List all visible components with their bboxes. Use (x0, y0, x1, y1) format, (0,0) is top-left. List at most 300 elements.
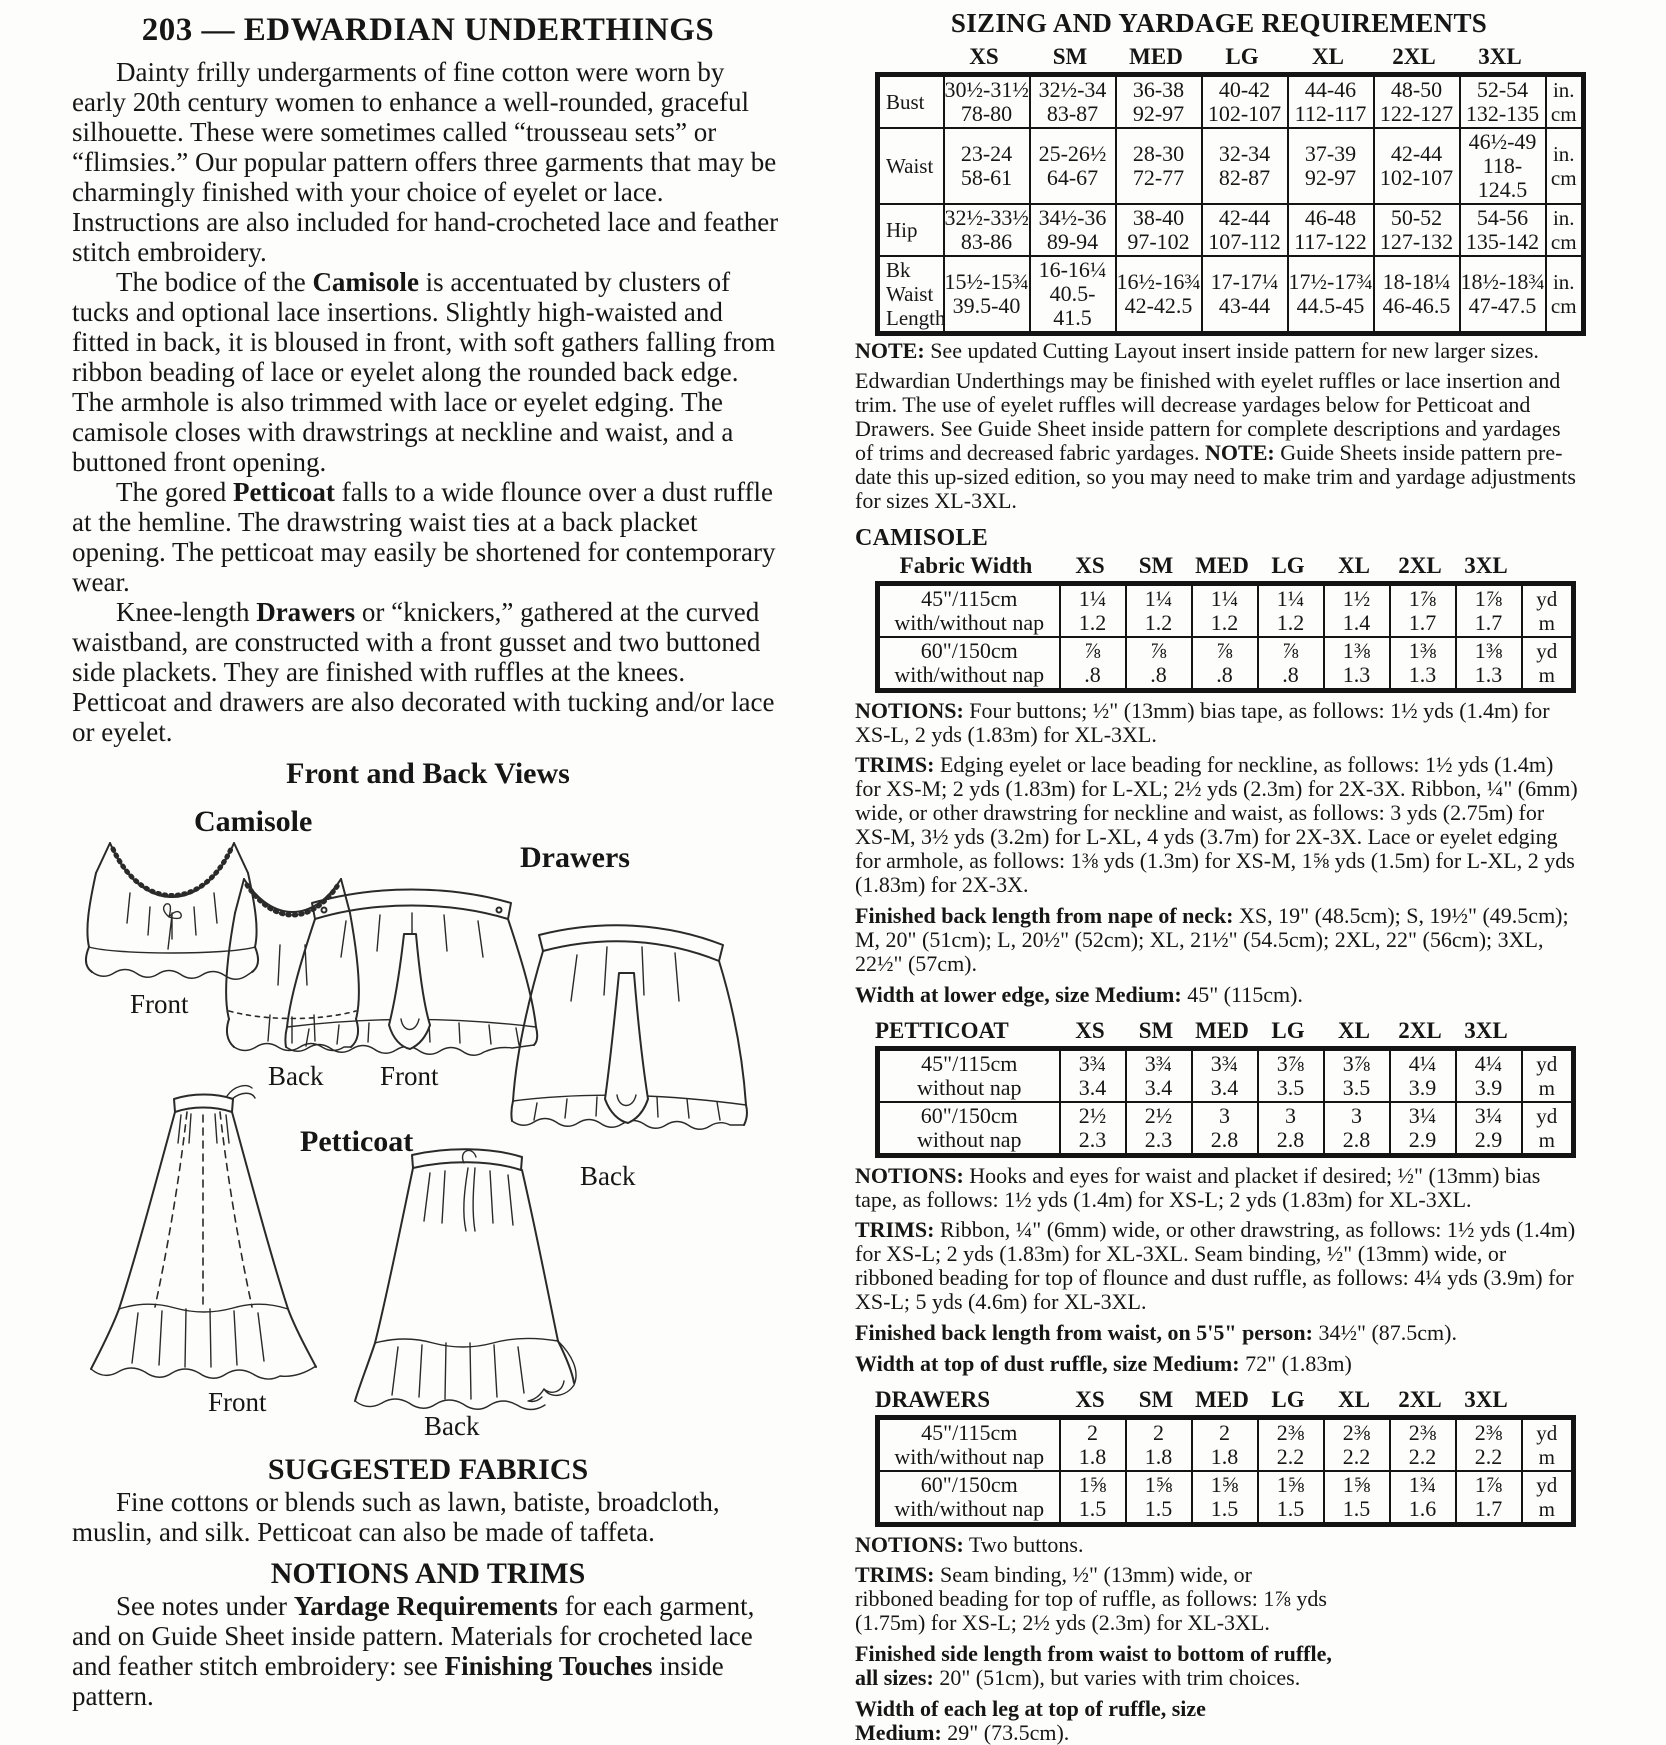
div-element: without nap (917, 1127, 1022, 1152)
svg-element (284, 879, 539, 1057)
div-element: cm (1550, 102, 1577, 126)
size-column-header: SM (1138, 1387, 1174, 1412)
div-element: 2⅜ (1474, 1420, 1503, 1445)
div-element: 4¼ (1408, 1051, 1437, 1076)
b-element: Yardage Requirements (293, 1591, 558, 1621)
path-element (155, 1112, 252, 1307)
div-element: 2 (1153, 1420, 1164, 1445)
tbody-element (875, 552, 1571, 581)
tbody-element (878, 1418, 1574, 1525)
div-element: 2½ (1144, 1103, 1173, 1128)
value-cell (1456, 1102, 1522, 1156)
value-cell (1060, 584, 1126, 638)
div-element: .8 (1084, 662, 1101, 687)
div-element: 78-80 (960, 101, 1013, 126)
value-cell (1288, 75, 1374, 129)
camisole-heading: CAMISOLE (855, 525, 989, 551)
table-element (875, 1017, 1571, 1046)
div-element: 48-50 (1390, 77, 1443, 102)
sizing-title: SIZING AND YARDAGE REQUIREMENTS (950, 8, 1488, 38)
div-element: 40-42 (1218, 77, 1271, 102)
drawers-finished-length: Finished side length from waist to bottom of ruffle, all sizes: 20" (51cm), but varies with trim choices. (855, 1641, 1332, 1690)
value-cell (1060, 1049, 1126, 1103)
table-row (878, 75, 1584, 129)
div-element: 1⅞ (1474, 1472, 1503, 1497)
div-element: 1.5 (1144, 1496, 1173, 1521)
value-cell (1460, 128, 1546, 204)
unit-cell (1522, 1471, 1574, 1525)
div-element: cm (1550, 294, 1577, 318)
value-cell (1030, 75, 1116, 129)
svg-element (507, 915, 752, 1153)
row-label (878, 256, 944, 334)
div-element: 1.2 (1276, 610, 1305, 635)
unit-cell (1546, 256, 1584, 334)
value-cell (1126, 584, 1192, 638)
drawers-front-caption: Front (380, 1061, 439, 1091)
div-element: 3⅞ (1342, 1051, 1371, 1076)
div-element: 92-97 (1304, 165, 1357, 190)
value-cell (1288, 256, 1374, 334)
value-cell (1324, 1471, 1390, 1525)
drawers-description: Knee-length Drawers or “knickers,” gathered at the curved waistband, are constructed with a front gusset and two buttoned side plackets. They are finished with ruffles at the knees. Petticoat and drawers are also decorated with tucking and/or lace or eyelet. (72, 597, 775, 747)
div-element: 3 (1219, 1103, 1230, 1128)
div-element: 32-34 (1218, 141, 1271, 166)
div-element: 45"/115cm (921, 1420, 1018, 1445)
div-element: yd (1536, 639, 1558, 663)
div-element: 3.9 (1474, 1075, 1503, 1100)
div-element: 1.8 (1210, 1444, 1239, 1469)
size-column-header: 2XL (1398, 1018, 1442, 1043)
petticoat-width-line: Width at top of dust ruffle, size Medium: 72" (1.83m) (855, 1351, 1352, 1376)
div-element: yd (1536, 587, 1558, 611)
div-element: 3 (1285, 1103, 1296, 1128)
tbody-element (878, 584, 1574, 691)
div-element: 32½-33½ (944, 205, 1029, 230)
path-element (132, 1309, 264, 1367)
value-cell (1202, 128, 1288, 204)
notions-trims-paragraph: See notes under Yardage Requirements for each garment, and on Guide Sheet inside pattern. Materials for crocheted lace and feather stitch embroidery: see Finishing Touches inside pattern. (72, 1591, 755, 1711)
b-element: Width of each leg at top of ruffle, size (855, 1696, 1206, 1721)
div-element: 3 (1351, 1103, 1362, 1128)
petticoat-description: The gored Petticoat falls to a wide flounce over a dust ruffle at the hemline. The drawstring waist ties at a back placket opening. The petticoat may easily be shortened for contemporary wear. (72, 477, 776, 597)
table-element (875, 43, 1581, 72)
div-element: in. (1552, 206, 1575, 230)
value-cell (1374, 75, 1460, 129)
div-element: 4¼ (1474, 1051, 1503, 1076)
tbody-element (878, 75, 1584, 334)
petticoat-front-caption: Front (208, 1387, 267, 1417)
b-element: Width at lower edge, size Medium: (855, 982, 1182, 1007)
div-element: 42-44 (1218, 205, 1271, 230)
value-cell (1258, 584, 1324, 638)
value-cell (1060, 1418, 1126, 1472)
value-cell (1192, 1471, 1258, 1525)
value-cell (1060, 1471, 1126, 1525)
value-cell (1126, 1049, 1192, 1103)
div-element: 2.8 (1276, 1127, 1305, 1152)
value-cell (1258, 1418, 1324, 1472)
value-cell (944, 128, 1030, 204)
value-cell (1192, 637, 1258, 691)
sizing-note: NOTE: See updated Cutting Layout insert inside pattern for new larger sizes. (855, 338, 1539, 363)
div-element: 2.8 (1210, 1127, 1239, 1152)
div-element: 1.8 (1144, 1444, 1173, 1469)
div-element: 97-102 (1127, 229, 1190, 254)
div-element: 2.9 (1408, 1127, 1437, 1152)
b-element: NOTE: (1205, 440, 1275, 465)
div-element: 2.3 (1144, 1127, 1173, 1152)
table-row (878, 637, 1574, 691)
size-column-header: 3XL (1464, 553, 1508, 578)
size-column-header: XS (1075, 553, 1105, 578)
div-element: 1¾ (1408, 1472, 1437, 1497)
div-element: 3.4 (1078, 1075, 1107, 1100)
div-element: 1.4 (1342, 610, 1371, 635)
div-element: 3¼ (1474, 1103, 1503, 1128)
div-element: 2.2 (1474, 1444, 1503, 1469)
div-element: 45"/115cm (921, 586, 1018, 611)
unit-cell (1522, 584, 1574, 638)
div-element: ⅞ (1216, 638, 1233, 663)
table-element (875, 1415, 1576, 1527)
row-label (878, 1471, 1060, 1525)
value-cell (1390, 637, 1456, 691)
value-cell (1116, 128, 1202, 204)
div-element: 2 (1087, 1420, 1098, 1445)
b-element: NOTIONS: (855, 698, 964, 723)
drawers-label: Drawers (520, 841, 630, 874)
path-element (544, 1341, 576, 1395)
table-header-label: PETTICOAT (875, 1018, 1009, 1043)
b-element: Finished side length from waist to bottom of ruffle, all sizes: (855, 1641, 1332, 1690)
value-cell (1456, 637, 1522, 691)
div-element: 1.5 (1342, 1496, 1371, 1521)
b-element: Finished back length from nape of neck: (855, 903, 1234, 928)
div-element: 46-48 (1304, 205, 1357, 230)
div-element: 1.5 (1078, 1496, 1107, 1521)
div-element: 25-26½ (1038, 141, 1107, 166)
value-cell (1258, 637, 1324, 691)
path-element (389, 934, 430, 1049)
div-element: 1⅝ (1210, 1472, 1239, 1497)
div-element: 34½-36 (1038, 205, 1107, 230)
div-element: 16½-16¾ (1116, 269, 1201, 294)
div-element: Bk Waist (886, 258, 934, 306)
circle-element (322, 908, 327, 913)
path-element (355, 1399, 545, 1410)
path-element (424, 1171, 513, 1225)
div-element: 2.9 (1474, 1127, 1503, 1152)
div-element: yd (1536, 1104, 1558, 1128)
div-element: 45"/115cm (921, 1051, 1018, 1076)
div-element: 117-122 (1294, 229, 1367, 254)
div-element: 1⅜ (1408, 638, 1437, 663)
div-element: m (1538, 1128, 1555, 1152)
unit-cell (1522, 637, 1574, 691)
path-element (375, 1338, 558, 1347)
div-element: with/without nap (894, 1444, 1045, 1469)
table-header-label (875, 43, 941, 72)
div-element: 83-87 (1046, 101, 1099, 126)
div-element: Length (886, 306, 946, 330)
b-element: NOTE: (855, 338, 925, 363)
value-cell (1374, 128, 1460, 204)
div-element: 1¼ (1276, 586, 1305, 611)
drawers-trims: TRIMS: Seam binding, ½" (13mm) wide, or ribboned beading for top of ruffle, as follows: 1⅞ yds (1.75m) for XS-L; 2½ yds (2.3m) for XL-3XL. (855, 1562, 1327, 1635)
div-element: 3.5 (1276, 1075, 1305, 1100)
div-element: 47-47.5 (1468, 293, 1537, 318)
path-element (174, 1095, 233, 1113)
table-header-label: Fabric Width (899, 553, 1033, 578)
value-cell (1390, 1471, 1456, 1525)
div-element: Waist (886, 154, 934, 178)
div-element: 118-124.5 (1477, 153, 1528, 202)
petticoat-back-illustration (350, 1135, 585, 1413)
div-element: 60"/150cm (920, 638, 1018, 663)
drawers-back-illustration (507, 915, 752, 1153)
div-element: 40.5-41.5 (1049, 281, 1096, 330)
table-row (878, 584, 1574, 638)
drawers-notions: NOTIONS: Two buttons. (855, 1532, 1084, 1557)
div-element: with/without nap (894, 662, 1045, 687)
div-element: m (1538, 611, 1555, 635)
div-element: m (1538, 1497, 1555, 1521)
div-element: 107-112 (1208, 229, 1281, 254)
path-element (539, 925, 723, 961)
size-column-header: XL (1338, 1018, 1370, 1043)
div-element: 1.2 (1144, 610, 1173, 635)
drawers-back-caption: Back (580, 1161, 636, 1191)
div-element: without nap (917, 1075, 1022, 1100)
div-element: yd (1536, 1052, 1558, 1076)
value-cell (1456, 1049, 1522, 1103)
b-element: Width at top of dust ruffle, size Medium: (855, 1351, 1240, 1376)
div-element: 132-135 (1465, 101, 1540, 126)
div-element: 28-30 (1132, 141, 1185, 166)
table-element (875, 552, 1571, 581)
div-element: 18½-18¾ (1460, 269, 1545, 294)
div-element: 16-16¼ (1038, 257, 1107, 282)
div-element: in. (1552, 270, 1575, 294)
div-element: 32½-34 (1038, 77, 1107, 102)
petticoat-finished-length: Finished back length from waist, on 5'5" person: 34½" (87.5cm). (855, 1320, 1457, 1345)
b-element: Finishing Touches (444, 1651, 653, 1681)
div-element: 3.9 (1408, 1075, 1437, 1100)
value-cell (1258, 1471, 1324, 1525)
div-element: 1.7 (1474, 610, 1503, 635)
value-cell (1324, 637, 1390, 691)
div-element: yd (1536, 1473, 1558, 1497)
petticoat-yardage-table (875, 1017, 1583, 1158)
value-cell (944, 204, 1030, 256)
size-column-header: MED (1129, 44, 1183, 69)
petticoat-label: Petticoat (300, 1125, 414, 1158)
div-element: 122-127 (1379, 101, 1454, 126)
div-element: 83-86 (960, 229, 1013, 254)
size-column-header: 2XL (1398, 1387, 1442, 1412)
size-column-header: 3XL (1464, 1018, 1508, 1043)
b-element: Petticoat (232, 477, 335, 507)
svg-element (350, 1135, 585, 1413)
div-element: 92-97 (1132, 101, 1185, 126)
value-cell (1030, 128, 1116, 204)
div-element: 30½-31½ (944, 77, 1029, 102)
div-element: 89-94 (1046, 229, 1099, 254)
div-element: 1⅞ (1408, 586, 1437, 611)
div-element: 2.3 (1078, 1127, 1107, 1152)
div-element: 3¾ (1144, 1051, 1173, 1076)
div-element: 1¼ (1210, 586, 1239, 611)
div-element: cm (1550, 166, 1577, 190)
value-cell (1390, 1418, 1456, 1472)
div-element: 1⅜ (1474, 638, 1503, 663)
div-element: 1.3 (1408, 662, 1437, 687)
petticoat-trims: TRIMS: Ribbon, ¼" (6mm) wide, or other drawstring, as follows: 1½ yds (1.4m) for XS-L; 2 yds (1.83m) for XL-3XL. Seam binding, ½" (13mm) wide, or ribboned beading for top of flounce and dust ruffle, as follows: 4¼ yds (3.9m) for XS-L; 5 yds (4.6m) for XL-3XL. (855, 1217, 1576, 1314)
unit-header-spacer (1543, 43, 1581, 72)
right-column (855, 8, 1583, 1745)
path-element (227, 1086, 255, 1099)
value-cell (1324, 1049, 1390, 1103)
div-element: 60"/150cm (920, 1103, 1018, 1128)
size-column-header: XL (1338, 553, 1370, 578)
div-element: cm (1550, 230, 1577, 254)
div-element: 1.5 (1276, 1496, 1305, 1521)
b-element: Drawers (256, 597, 356, 627)
table-row (878, 204, 1584, 256)
camisole-description: The bodice of the Camisole is accentuated by clusters of tucks and optional lace insertions. Slightly high-waisted and fitted in back, it is bloused in front, with soft gathers falling from ribbon beading of lace or eyelet along the rounded back edge. The armhole is also trimmed with lace or eyelet edging. The camisole closes with drawstrings at neckline and waist, and a buttoned front opening. (72, 267, 776, 477)
fabrics-paragraph: Fine cottons or blends such as lawn, batiste, broadcloth, muslin, and silk. Petticoat can also be made of taffeta. (72, 1487, 720, 1547)
row-label (878, 1102, 1060, 1156)
div-element: 2 (1219, 1420, 1230, 1445)
value-cell (944, 256, 1030, 334)
value-cell (1390, 1102, 1456, 1156)
path-element (528, 1389, 544, 1402)
path-element (412, 1149, 522, 1170)
value-cell (1116, 204, 1202, 256)
unit-cell (1522, 1102, 1574, 1156)
value-cell (1258, 1102, 1324, 1156)
b-element: Medium: (855, 1720, 942, 1745)
size-column-header: SM (1138, 553, 1174, 578)
div-element: 38-40 (1132, 205, 1185, 230)
size-column-header: MED (1195, 553, 1249, 578)
b-element: TRIMS: (855, 1562, 935, 1587)
page-title: 203 — EDWARDIAN UNDERTHINGS (141, 12, 715, 48)
value-cell (1460, 204, 1546, 256)
value-cell (1460, 75, 1546, 129)
tbody-element (878, 1049, 1574, 1156)
value-cell (1060, 637, 1126, 691)
div-element: 2.2 (1342, 1444, 1371, 1469)
size-column-header: SM (1052, 44, 1088, 69)
div-element: in. (1552, 142, 1575, 166)
div-element: Bust (886, 90, 925, 114)
path-element (119, 1304, 288, 1312)
table-header-label: DRAWERS (875, 1387, 991, 1412)
size-column-header: XL (1312, 44, 1344, 69)
value-cell (944, 75, 1030, 129)
b-element: NOTIONS: (855, 1532, 964, 1557)
size-column-header: XS (969, 44, 999, 69)
value-cell (1202, 256, 1288, 334)
value-cell (1390, 584, 1456, 638)
div-element: ⅞ (1084, 638, 1101, 663)
div-element: 1.7 (1474, 1496, 1503, 1521)
div-element: 39.5-40 (952, 293, 1021, 318)
drawers-yardage-table (875, 1386, 1583, 1527)
div-element: 2.8 (1342, 1127, 1371, 1152)
fabrics-heading: SUGGESTED FABRICS (267, 1453, 589, 1486)
size-column-header: LG (1271, 553, 1305, 578)
camisole-notions: NOTIONS: Four buttons; ½" (13mm) bias tape, as follows: 1½ yds (1.4m) for XS-L, 2 yds (1.83m) for XL-3XL. (855, 698, 1550, 747)
div-element: 3¾ (1078, 1051, 1107, 1076)
div-element: 46-46.5 (1382, 293, 1451, 318)
div-element: 1⅝ (1276, 1472, 1305, 1497)
table-row (878, 1049, 1574, 1103)
div-element: 60"/150cm (920, 1472, 1018, 1497)
b-element: NOTIONS: (855, 1163, 964, 1188)
div-element: 3¾ (1210, 1051, 1239, 1076)
div-element: .8 (1282, 662, 1299, 687)
tbody-element (875, 1386, 1571, 1415)
views-heading: Front and Back Views (286, 757, 570, 790)
petticoat-back-caption: Back (424, 1411, 480, 1441)
value-cell (1390, 1049, 1456, 1103)
value-cell (1030, 256, 1116, 334)
yardage-intro: Edwardian Underthings may be finished with eyelet ruffles or lace insertion and trim. The use of eyelet ruffles will decrease yardages below for Petticoat and Drawers. See Guide Sheet inside pattern for complete descriptions and yardages of trims and decreased fabric yardages. NOTE: Guide Sheets inside pattern pre-date this up-sized edition, so you may need to make trim and yardage adjustments for sizes XL-3XL. (855, 368, 1576, 513)
div-element: 1¼ (1078, 586, 1107, 611)
size-column-header: 2XL (1398, 553, 1442, 578)
path-element (91, 1309, 316, 1369)
value-cell (1456, 1418, 1522, 1472)
div-element: with/without nap (894, 610, 1045, 635)
drawers-width-line: Width of each leg at top of ruffle, size Medium: 29" (73.5cm). (855, 1696, 1206, 1745)
table-element (875, 581, 1576, 693)
value-cell (1030, 204, 1116, 256)
value-cell (1192, 1418, 1258, 1472)
div-element: 1.5 (1210, 1496, 1239, 1521)
path-element (127, 893, 217, 949)
value-cell (1126, 1471, 1192, 1525)
div-element: Hip (886, 218, 918, 242)
tbody-element (875, 1017, 1571, 1046)
table-row (878, 1102, 1574, 1156)
tbody-element (875, 43, 1581, 72)
unit-cell (1546, 128, 1584, 204)
div-element: 44.5-45 (1296, 293, 1365, 318)
size-column-header: XS (1075, 1018, 1105, 1043)
row-label (878, 584, 1060, 638)
div-element: 44-46 (1304, 77, 1357, 102)
b-element: TRIMS: (855, 1217, 935, 1242)
div-element: 3¼ (1408, 1103, 1437, 1128)
div-element: 1.6 (1408, 1496, 1437, 1521)
div-element: ⅞ (1150, 638, 1167, 663)
value-cell (1192, 584, 1258, 638)
div-element: 1½ (1342, 586, 1371, 611)
size-column-header: MED (1195, 1018, 1249, 1043)
div-element: 1⅝ (1342, 1472, 1371, 1497)
div-element: 42-44 (1390, 141, 1443, 166)
b-element: Camisole (312, 267, 419, 297)
row-label (878, 1049, 1060, 1103)
div-element: 1.8 (1078, 1444, 1107, 1469)
row-label (878, 1418, 1060, 1472)
value-cell (1060, 1102, 1126, 1156)
div-element: with/without nap (894, 1496, 1045, 1521)
camisole-yardage-table (875, 552, 1583, 693)
